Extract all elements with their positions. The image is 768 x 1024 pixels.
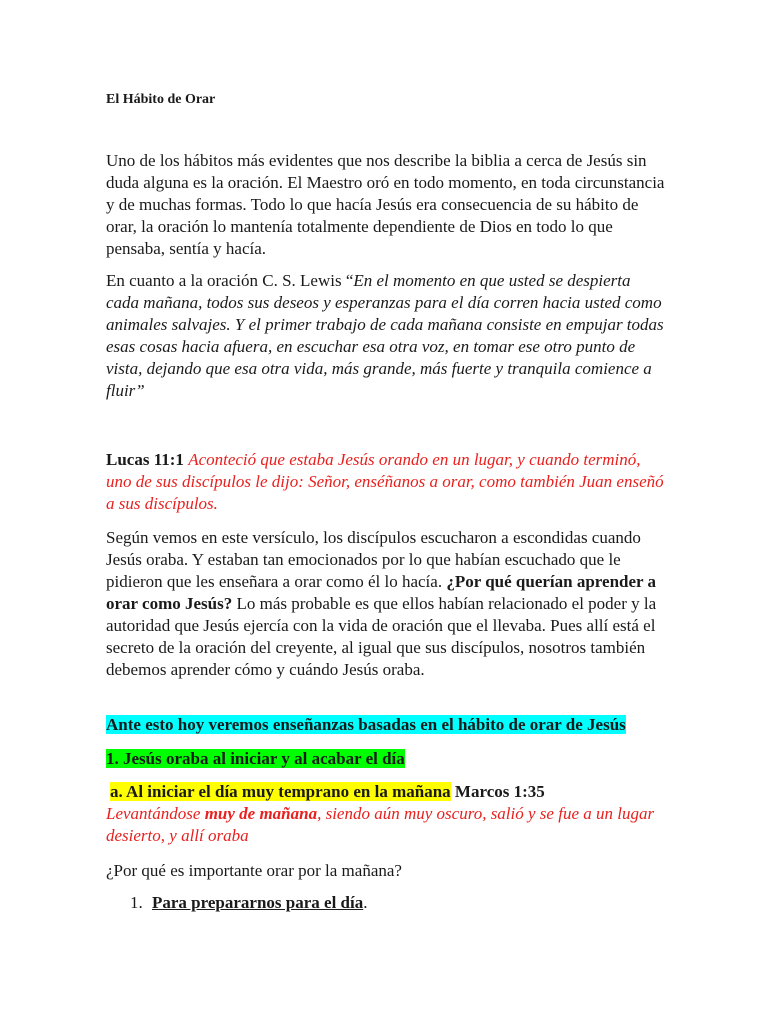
lucas-verse-paragraph [106,449,666,515]
heading-teachings [106,714,666,736]
lewis-quote: En el momento en que usted se despierta cada mañana, todos sus deseos y esperanzas para el día corren hacia usted como animales salvajes. Y el primer trabajo de cada mañana consiste en empujar todas esas cosas hacia afuera, en escuchar esa otra voz, en tomar ese otro punto de vista, dejando que esa otra vida, más grande, más fuerte y tranquila comience a fluir” [106,271,664,400]
heading-point-1-text: 1. Jesús oraba al iniciar y al acabar el día [106,749,405,768]
lewis-quote-paragraph [106,270,666,402]
explanation-b: Lo más probable es que ellos habían relacionado el poder y la autoridad que Jesús ejercía con la vida de oración que el llevaba. Pues allí está el secreto de la oración del creyente, al igual que sus discípulos, nosotros también debemos aprender cómo y cuándo Jesús oraba. [106,594,657,679]
heading-teachings-text: Ante esto hoy veremos enseñanzas basadas en el hábito de orar de Jesús [106,715,626,734]
sub-point-a-label: a. Al iniciar el día muy temprano en la mañana [110,782,451,801]
marcos-verse [106,803,666,847]
marcos-bold: muy de mañana [204,804,318,823]
explanation-question: ¿Por qué querían aprender a orar como Jesús? [106,572,657,613]
intro-paragraph: Uno de los hábitos más evidentes que nos describe la biblia a cerca de Jesús sin duda alguna es la oración. El Maestro oró en todo momento, en toda circunstancia y de muchas formas. Todo lo que hacía Jesús era consecuencia de su hábito de orar, la oración lo mantenía totalmente dependiente de Dios en todo lo que pensaba, sentía y hacía. [106,151,665,258]
document-title: El Hábito de Orar [106,92,216,107]
list-item-end: . [363,893,368,912]
explanation-paragraph [106,527,666,681]
lewis-intro: En cuanto a la oración C. S. Lewis “ [106,271,354,290]
lucas-ref: Lucas 11:1 [106,450,184,469]
list-item-text: Para prepararnos para el día [152,893,364,912]
sub-point-a-ref: Marcos 1:35 [450,782,545,801]
list-item-number: 1. [130,893,143,912]
explanation-a: Según vemos en este versículo, los discípulos escucharon a escondidas cuando Jesús oraba. Y estaban tan emocionados por lo que habían escuchado que le pidieron que les enseñara a orar como él lo hacía. [106,528,641,591]
list-item-1 [130,892,367,914]
lucas-text: Aconteció que estaba Jesús orando en un lugar, y cuando terminó, uno de sus discípulos le dijo: Señor, enséñanos a orar, como también Juan enseñó a sus discípulos. [106,450,664,513]
marcos-a: Levantándose [106,804,205,823]
morning-question: ¿Por qué es importante orar por la mañana? [106,861,402,880]
sub-point-a [110,781,670,803]
heading-point-1 [106,748,666,770]
marcos-b: , siendo aún muy oscuro, salió y se fue a un lugar desierto, y allí oraba [106,804,655,845]
